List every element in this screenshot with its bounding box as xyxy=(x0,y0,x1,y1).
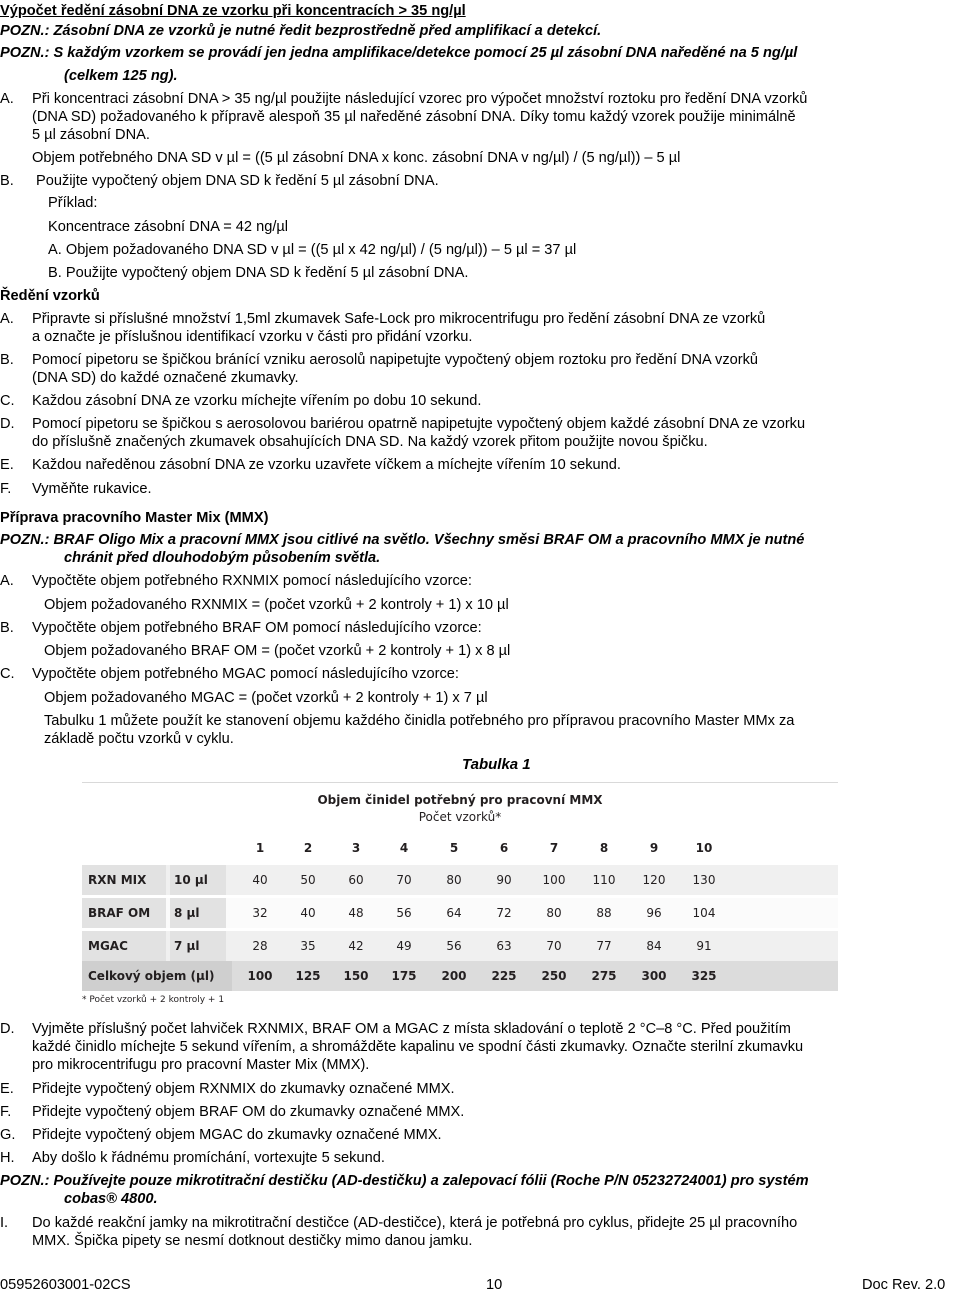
step-label-h: H. xyxy=(0,1150,15,1166)
dil-c: Každou zásobní DNA ze vzorku míchejte vířením po dobu 10 sekund. xyxy=(32,393,482,409)
formula-braf: Objem požadovaného BRAF OM = (počet vzorků + 2 kontroly + 1) x 8 µl xyxy=(44,643,511,659)
table-cell: 63 xyxy=(496,939,512,953)
dil-a-line2: a označte je příslušnou identifikací vzorku v části pro přidání vzorku. xyxy=(32,329,473,345)
section-title-sample-dilution: Ředění vzorků xyxy=(0,288,100,304)
sample-count-cell: 7 xyxy=(549,841,559,855)
table-cell: 64 xyxy=(446,906,462,920)
sample-count-cell: 2 xyxy=(303,841,313,855)
row-volume: 7 µl xyxy=(170,931,226,961)
dil-f: Vyměňte rukavice. xyxy=(32,481,152,497)
sample-count-cell: 9 xyxy=(649,841,659,855)
step-label-e: E. xyxy=(0,457,14,473)
footer-page-number: 10 xyxy=(486,1277,503,1293)
total-cell: 125 xyxy=(295,969,321,983)
total-cell: 100 xyxy=(247,969,273,983)
table-cell: 70 xyxy=(546,939,562,953)
table-footnote: * Počet vzorků + 2 kontroly + 1 xyxy=(82,995,225,1005)
step-label-a: A. xyxy=(0,311,14,327)
mmx-d-line1: Vyjměte příslušný počet lahviček RXNMIX, BRAF OM a MGAC z místa skladování o teplotě 2 °C–8 °C. Před použitím xyxy=(32,1021,791,1037)
dil-b-line1: Pomocí pipetoru se špičkou bránící vzniku aerosolů napipetujte vypočtený objem roztoku pro ředění DNA vzorků xyxy=(32,352,759,368)
table-cell: 100 xyxy=(542,873,566,887)
table-cell: 40 xyxy=(252,873,268,887)
table-cell: 48 xyxy=(348,906,364,920)
step-label-i: I. xyxy=(0,1215,9,1231)
para-b: Použijte vypočtený objem DNA SD k ředění 5 µl zásobní DNA. xyxy=(36,173,439,189)
sample-count-cell: 3 xyxy=(351,841,361,855)
dil-a-line1: Připravte si příslušné množství 1,5ml zkumavek Safe-Lock pro mikrocentrifugu pro ředění zásobní DNA ze vzorků xyxy=(32,311,766,327)
section-title-mmx: Příprava pracovního Master Mix (MMX) xyxy=(0,510,269,526)
table-cell: 35 xyxy=(300,939,316,953)
total-cell: 200 xyxy=(441,969,467,983)
table-cell: 91 xyxy=(696,939,712,953)
table-ref-line1: Tabulku 1 můžete použít ke stanovení objemu každého činidla potřebného pro přípravou pracovního Master MMx za xyxy=(44,713,795,729)
step-label-c: C. xyxy=(0,393,15,409)
table-row-mgac xyxy=(82,931,838,961)
table-cell: 90 xyxy=(496,873,512,887)
dil-e: Každou naředěnou zásobní DNA ze vzorku uzavřete víčkem a míchejte vířením 10 sekund. xyxy=(32,457,621,473)
table-title: Tabulka 1 xyxy=(462,756,531,773)
mmx-i-line2: MMX. Špička pipety se nesmí dotknout destičky mimo danou jamku. xyxy=(32,1233,473,1249)
example-step-a: A. Objem požadovaného DNA SD v µl = ((5 µl x 42 ng/µl) / (5 ng/µl)) ‒ 5 µl = 37 µl xyxy=(48,242,577,258)
row-volume: 8 µl xyxy=(170,898,226,928)
total-cell: 150 xyxy=(343,969,369,983)
row-label: MGAC xyxy=(82,931,166,961)
step-label-d: D. xyxy=(0,416,15,432)
mmx-e: Přidejte vypočtený objem RXNMIX do zkumavky označené MMX. xyxy=(32,1081,455,1097)
table-header-title: Objem činidel potřebný pro pracovní MMX xyxy=(317,793,603,807)
step-label-d: D. xyxy=(0,1021,15,1037)
dil-b-line2: (DNA SD) do každé označené zkumavky. xyxy=(32,370,299,386)
table-cell: 28 xyxy=(252,939,268,953)
sample-count-cell: 10 xyxy=(695,841,713,855)
total-cell: 225 xyxy=(491,969,517,983)
step-label-f: F. xyxy=(0,481,12,497)
row-label: BRAF OM xyxy=(82,898,166,928)
formula-dna-sd: Objem potřebného DNA SD v µl = ((5 µl zásobní DNA x konc. zásobní DNA v ng/µl) / (5 ng/µl)) ‒ 5 µl xyxy=(32,150,681,166)
para-a-line2: (DNA SD) požadovaného k přípravě alespoň 35 µl naředěné zásobní DNA. Díky tomu každý vzorek použije minimálně xyxy=(32,109,796,125)
table-cell: 72 xyxy=(496,906,512,920)
row-label: Celkový objem (µl) xyxy=(82,961,232,991)
table-cell: 80 xyxy=(446,873,462,887)
row-volume: 10 µl xyxy=(170,865,226,895)
para-a-line1: Při koncentraci zásobní DNA > 35 ng/µl použijte následující vzorec pro výpočet množství roztoku pro ředění DNA vzorků xyxy=(32,91,808,107)
note-1: POZN.: Zásobní DNA ze vzorků je nutné ředit bezprostředně před amplifikací a detekcí. xyxy=(0,23,602,39)
note-plate-2: cobas® 4800. xyxy=(64,1191,158,1207)
step-label-f: F. xyxy=(0,1104,12,1120)
formula-mgac: Objem požadovaného MGAC = (počet vzorků + 2 kontroly + 1) x 7 µl xyxy=(44,690,488,706)
step-label-b: B. xyxy=(0,620,14,636)
example-step-b: B. Použijte vypočtený objem DNA SD k ředění 5 µl zásobní DNA. xyxy=(48,265,469,281)
step-label-a: A. xyxy=(0,91,14,107)
mmx-h: Aby došlo k řádnému promíchání, vortexujte 5 sekund. xyxy=(32,1150,385,1166)
table-cell: 84 xyxy=(646,939,662,953)
table-cell: 104 xyxy=(692,906,716,920)
sample-count-cell: 5 xyxy=(449,841,459,855)
table-row-rxnmix xyxy=(82,865,838,895)
table-cell: 88 xyxy=(596,906,612,920)
table-header xyxy=(82,782,838,835)
table-cell: 40 xyxy=(300,906,316,920)
total-cell: 250 xyxy=(541,969,567,983)
sample-count-row xyxy=(82,834,838,862)
example-concentration: Koncentrace zásobní DNA = 42 ng/µl xyxy=(48,219,289,235)
example-heading: Příklad: xyxy=(48,195,98,211)
table-cell: 42 xyxy=(348,939,364,953)
total-cell: 300 xyxy=(641,969,667,983)
table-row-braf-om xyxy=(82,898,838,928)
mmx-d-line2: každé činidlo míchejte 5 sekund vířením, a shromážděte kapalinu ve spodní části zkumavky. Označte sterilní zkumavku xyxy=(32,1039,804,1055)
table-cell: 70 xyxy=(396,873,412,887)
sample-count-cell: 1 xyxy=(255,841,265,855)
footer-revision: Doc Rev. 2.0 xyxy=(862,1277,946,1293)
step-label-b: B. xyxy=(0,352,14,368)
mmx-g: Přidejte vypočtený objem MGAC do zkumavky označené MMX. xyxy=(32,1127,442,1143)
dil-d-line1: Pomocí pipetoru se špičkou s aerosolovou bariérou opatrně napipetujte vypočtený objem každé zásobní DNA ze vzorku xyxy=(32,416,806,432)
table-cell: 56 xyxy=(396,906,412,920)
table-cell: 49 xyxy=(396,939,412,953)
step-label-e: E. xyxy=(0,1081,14,1097)
step-label-c: C. xyxy=(0,666,15,682)
dil-d-line2: do příslušně značených zkumavek obsahujících DNA SD. Na každý vzorek přitom použijte novou špičku. xyxy=(32,434,708,450)
para-a-line3: 5 µl zásobní DNA. xyxy=(32,127,150,143)
table-cell: 32 xyxy=(252,906,268,920)
note-2-cont: (celkem 125 ng). xyxy=(64,68,178,84)
table-cell: 60 xyxy=(348,873,364,887)
table-cell: 50 xyxy=(300,873,316,887)
sample-count-cell: 4 xyxy=(399,841,409,855)
note-light-1: POZN.: BRAF Oligo Mix a pracovní MMX jsou citlivé na světlo. Všechny směsi BRAF OM a pracovního MMX je nutné xyxy=(0,532,805,548)
mmx-c: Vypočtěte objem potřebného MGAC pomocí následujícího vzorce: xyxy=(32,666,459,682)
table-cell: 130 xyxy=(692,873,716,887)
table-header-subtitle: Počet vzorků* xyxy=(418,810,502,824)
table-cell: 120 xyxy=(642,873,666,887)
table-cell: 110 xyxy=(592,873,616,887)
section-title-dilution-calc: Výpočet ředění zásobní DNA ze vzorku při koncentracích > 35 ng/µl xyxy=(0,3,466,19)
total-cell: 175 xyxy=(391,969,417,983)
step-label-a: A. xyxy=(0,573,14,589)
mmx-i-line1: Do každé reakční jamky na mikrotitrační destičce (AD-destičce), která je potřebná pro cyklus, přidejte 25 µl pracovního xyxy=(32,1215,798,1231)
table-row-total xyxy=(82,961,838,991)
note-2: POZN.: S každým vzorkem se provádí jen jedna amplifikace/detekce pomocí 25 µl zásobní DNA naředěné na 5 ng/µl xyxy=(0,45,798,61)
table-cell: 80 xyxy=(546,906,562,920)
mmx-b: Vypočtěte objem potřebného BRAF OM pomocí následujícího vzorce: xyxy=(32,620,482,636)
sample-count-cell: 8 xyxy=(599,841,609,855)
step-label-g: G. xyxy=(0,1127,16,1143)
table-cell: 56 xyxy=(446,939,462,953)
table-cell: 77 xyxy=(596,939,612,953)
mmx-d-line3: pro mikrocentrifugu pro pracovní Master Mix (MMX). xyxy=(32,1057,370,1073)
total-cell: 325 xyxy=(691,969,717,983)
note-light-2: chránit před dlouhodobým působením světla. xyxy=(64,550,381,566)
row-label: RXN MIX xyxy=(82,865,166,895)
footer-doc-number: 05952603001-02CS xyxy=(0,1277,131,1293)
note-plate-1: POZN.: Používejte pouze mikrotitrační destičku (AD-destičku) a zalepovací fólii (Roche P/N 05232724001) pro systém xyxy=(0,1173,809,1189)
table-ref-line2: základě počtu vzorků v cyklu. xyxy=(44,731,234,747)
table-cell: 96 xyxy=(646,906,662,920)
mmx-f: Přidejte vypočtený objem BRAF OM do zkumavky označené MMX. xyxy=(32,1104,465,1120)
formula-rxnmix: Objem požadovaného RXNMIX = (počet vzorků + 2 kontroly + 1) x 10 µl xyxy=(44,597,509,613)
total-cell: 275 xyxy=(591,969,617,983)
mmx-a: Vypočtěte objem potřebného RXNMIX pomocí následujícího vzorce: xyxy=(32,573,472,589)
step-label-b: B. xyxy=(0,173,14,189)
sample-count-cell: 6 xyxy=(499,841,509,855)
